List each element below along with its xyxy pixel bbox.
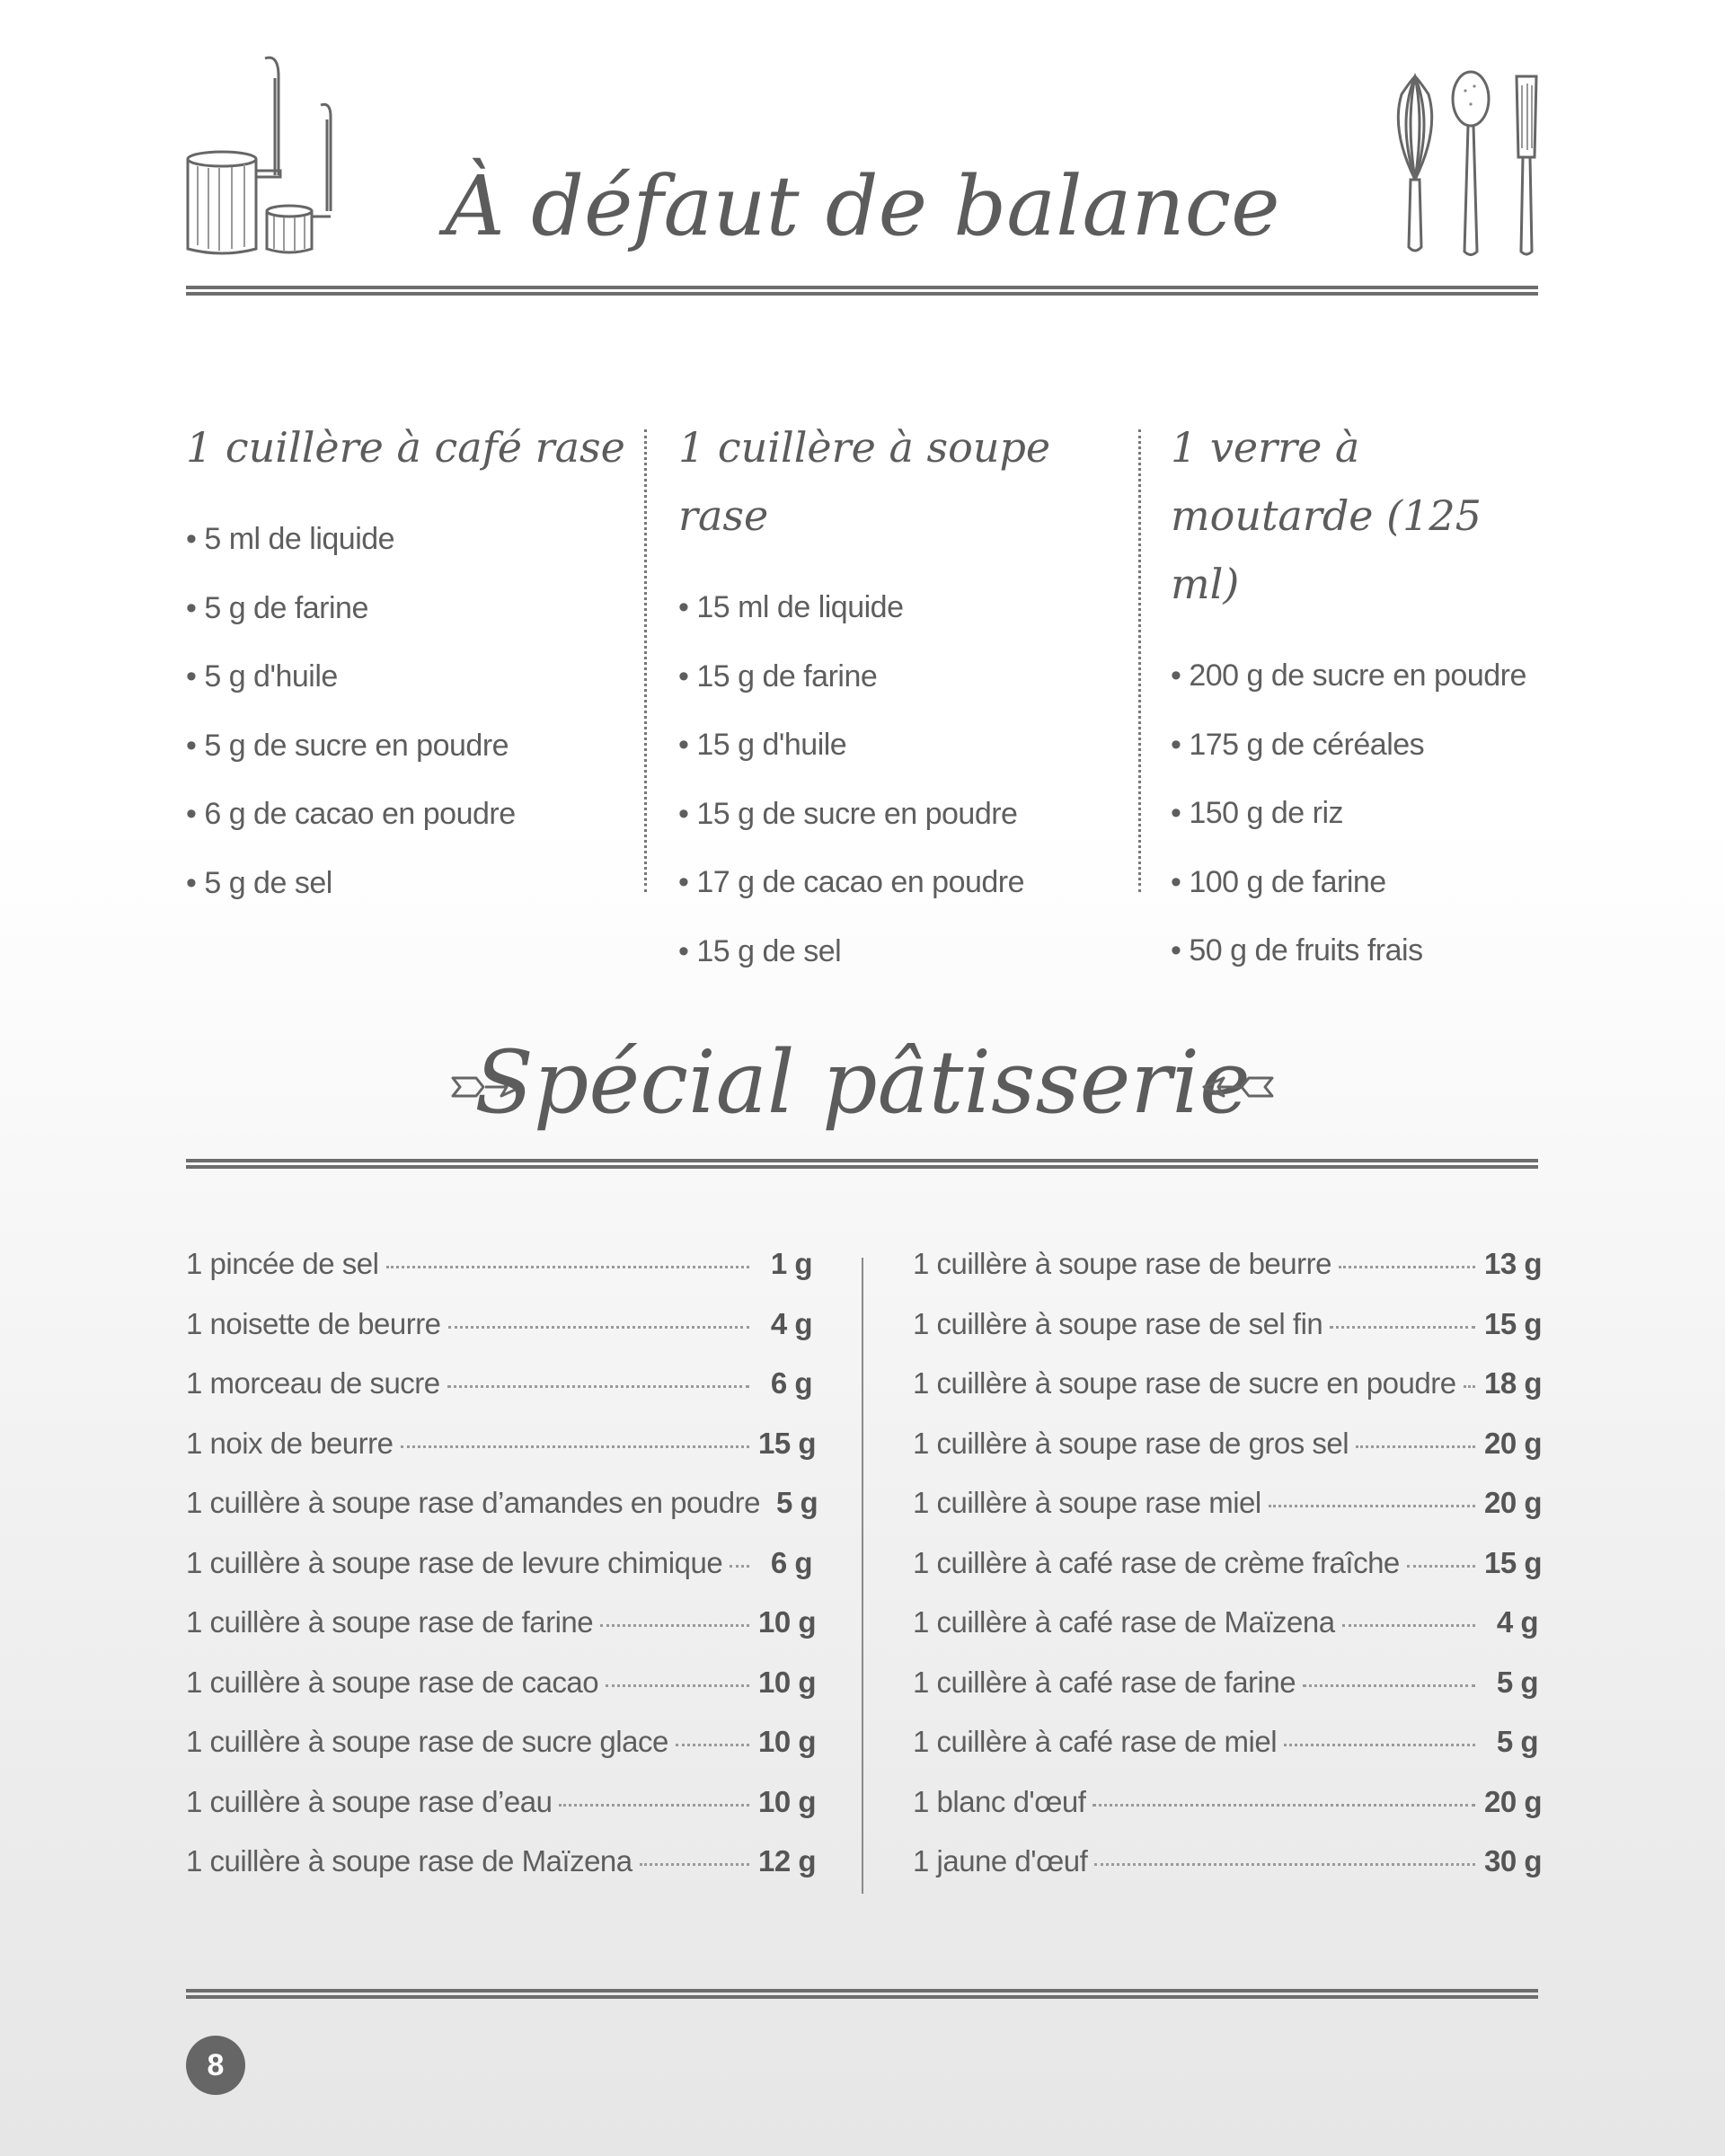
list-item: • 50 g de fruits frais <box>1171 933 1423 968</box>
measure-column-mustard-glass <box>1171 413 1557 985</box>
list-item: • 15 g de sucre en poudre <box>678 796 1018 831</box>
table-row <box>913 1306 1543 1367</box>
list-item: • 15 ml de liquide <box>678 590 904 624</box>
conversion-table-right <box>913 1247 1543 1904</box>
leader-dots <box>676 1744 749 1746</box>
table-row <box>186 1247 812 1307</box>
row-label: 1 cuillère à café rase de miel <box>913 1725 1278 1758</box>
table-row <box>913 1486 1543 1546</box>
table-row <box>186 1844 817 1904</box>
special-title: Spécial pâtisserie <box>474 1032 1251 1133</box>
leader-dots <box>1330 1326 1475 1329</box>
row-label: 1 cuillère à soupe rase de cacao <box>186 1665 599 1699</box>
row-label: 1 cuillère à café rase de Maïzena <box>913 1605 1335 1639</box>
leader-dots <box>1356 1445 1475 1448</box>
table-row <box>913 1844 1543 1904</box>
row-value: 6 g <box>770 1545 812 1579</box>
leader-dots <box>386 1266 750 1268</box>
row-value: 5 g <box>1496 1665 1538 1699</box>
leader-dots <box>447 1385 749 1388</box>
page-number: 8 <box>207 2047 225 2082</box>
row-value: 20 g <box>1484 1486 1543 1519</box>
list-item: • 6 g de cacao en poudre <box>186 797 516 831</box>
leader-dots <box>401 1445 750 1448</box>
row-value: 10 g <box>758 1784 817 1818</box>
row-label: 1 cuillère à soupe rase de gros sel <box>913 1426 1349 1460</box>
list-item: • 5 g de farine <box>186 590 368 625</box>
table-row <box>913 1666 1538 1726</box>
leader-dots <box>448 1326 749 1329</box>
row-value: 10 g <box>758 1725 817 1758</box>
leader-dots <box>1339 1266 1475 1268</box>
table-row <box>186 1426 817 1487</box>
row-value: 15 g <box>758 1426 817 1460</box>
row-value: 20 g <box>1484 1426 1543 1460</box>
measure-column-teaspoon <box>186 413 635 917</box>
row-value: 10 g <box>758 1605 817 1639</box>
row-label: 1 cuillère à soupe rase de sucre glace <box>186 1725 668 1758</box>
page-number-badge <box>186 2036 245 2095</box>
leader-dots <box>1269 1505 1475 1507</box>
page-title: À défaut de balance <box>445 158 1280 254</box>
table-row <box>186 1725 817 1785</box>
row-label: 1 cuillère à café rase de farine <box>913 1665 1296 1699</box>
table-row <box>913 1605 1538 1666</box>
row-label: 1 cuillère à soupe rase de levure chimique <box>186 1545 723 1579</box>
row-value: 15 g <box>1484 1306 1543 1340</box>
column-heading: 1 verre à moutarde (125 ml) <box>1171 423 1482 608</box>
row-label: 1 cuillère à soupe rase d’eau <box>186 1784 553 1818</box>
row-value: 10 g <box>758 1665 817 1699</box>
measure-column-tablespoon <box>678 413 1137 985</box>
table-row <box>913 1247 1543 1307</box>
list-item: • 100 g de farine <box>1171 864 1386 899</box>
leader-dots <box>1464 1385 1475 1388</box>
row-label: 1 cuillère à soupe rase miel <box>913 1486 1261 1519</box>
row-value: 12 g <box>758 1844 817 1878</box>
row-value: 5 g <box>1496 1725 1538 1758</box>
list-item: • 175 g de céréales <box>1171 727 1425 762</box>
column-divider <box>644 429 647 892</box>
table-row <box>186 1546 812 1606</box>
row-label: 1 cuillère à soupe rase de sel fin <box>913 1306 1323 1340</box>
special-rule <box>186 1159 1538 1169</box>
leader-dots <box>1284 1744 1475 1746</box>
row-value: 6 g <box>770 1366 812 1400</box>
list-item: • 200 g de sucre en poudre <box>1171 658 1526 693</box>
row-value: 13 g <box>1484 1247 1543 1280</box>
leader-dots <box>1303 1684 1475 1687</box>
row-label: 1 cuillère à soupe rase d’amandes en poudre <box>186 1486 760 1519</box>
row-label: 1 noisette de beurre <box>186 1306 441 1340</box>
list-item: • 5 ml de liquide <box>186 522 395 556</box>
table-row <box>186 1784 817 1845</box>
row-label: 1 noix de beurre <box>186 1426 394 1460</box>
table-row <box>186 1665 817 1726</box>
row-value: 20 g <box>1484 1784 1543 1818</box>
header-rule <box>186 286 1538 296</box>
row-label: 1 cuillère à café rase de crème fraîche <box>913 1545 1400 1579</box>
table-row <box>913 1725 1538 1785</box>
row-label: 1 jaune d'œuf <box>913 1844 1088 1878</box>
leader-dots <box>559 1804 749 1807</box>
leader-dots <box>730 1565 749 1568</box>
row-label: 1 cuillère à soupe rase de beurre <box>913 1247 1331 1280</box>
row-value: 4 g <box>770 1306 812 1340</box>
row-label: 1 cuillère à soupe rase de farine <box>186 1605 594 1639</box>
leader-dots <box>1092 1804 1475 1807</box>
row-label: 1 cuillère à soupe rase de Maïzena <box>186 1844 632 1878</box>
arrow-left-icon <box>1199 1071 1276 1103</box>
table-divider <box>862 1258 863 1894</box>
row-label: 1 cuillère à soupe rase de sucre en poudre <box>913 1366 1456 1400</box>
leader-dots <box>606 1684 749 1687</box>
leader-dots <box>1094 1863 1475 1866</box>
list-item: • 15 g de sel <box>678 933 842 968</box>
list-item: • 5 g de sucre en poudre <box>186 728 509 763</box>
row-value: 4 g <box>1496 1605 1538 1639</box>
table-row <box>186 1307 812 1367</box>
table-row <box>186 1605 817 1666</box>
table-row <box>913 1426 1543 1487</box>
table-row <box>913 1784 1543 1845</box>
list-item: • 150 g de riz <box>1171 796 1344 830</box>
column-heading: 1 cuillère à café rase <box>186 423 625 472</box>
list-item: • 15 g de farine <box>678 658 878 694</box>
row-value: 15 g <box>1484 1545 1543 1579</box>
table-row <box>913 1366 1543 1427</box>
row-label: 1 pincée de sel <box>186 1247 379 1280</box>
conversion-table-left <box>186 1247 818 1904</box>
table-row <box>186 1366 812 1427</box>
footer-rule <box>186 1989 1538 1999</box>
row-value: 5 g <box>775 1486 818 1519</box>
row-value: 18 g <box>1484 1366 1543 1400</box>
row-label: 1 blanc d'œuf <box>913 1784 1086 1818</box>
list-item: • 5 g d'huile <box>186 659 338 694</box>
column-heading: 1 cuillère à soupe rase <box>678 423 1051 540</box>
list-item: • 5 g de sel <box>186 865 332 900</box>
row-label: 1 morceau de sucre <box>186 1366 440 1400</box>
row-value: 1 g <box>770 1247 812 1280</box>
column-divider <box>1138 429 1141 892</box>
leader-dots <box>1407 1565 1475 1568</box>
table-row <box>186 1486 818 1546</box>
leader-dots <box>640 1863 749 1866</box>
list-item: • 15 g d'huile <box>678 728 847 762</box>
leader-dots <box>600 1624 749 1627</box>
leader-dots <box>1342 1624 1475 1627</box>
list-item: • 17 g de cacao en poudre <box>678 865 1025 899</box>
row-value: 30 g <box>1484 1844 1543 1878</box>
table-row <box>913 1545 1543 1606</box>
